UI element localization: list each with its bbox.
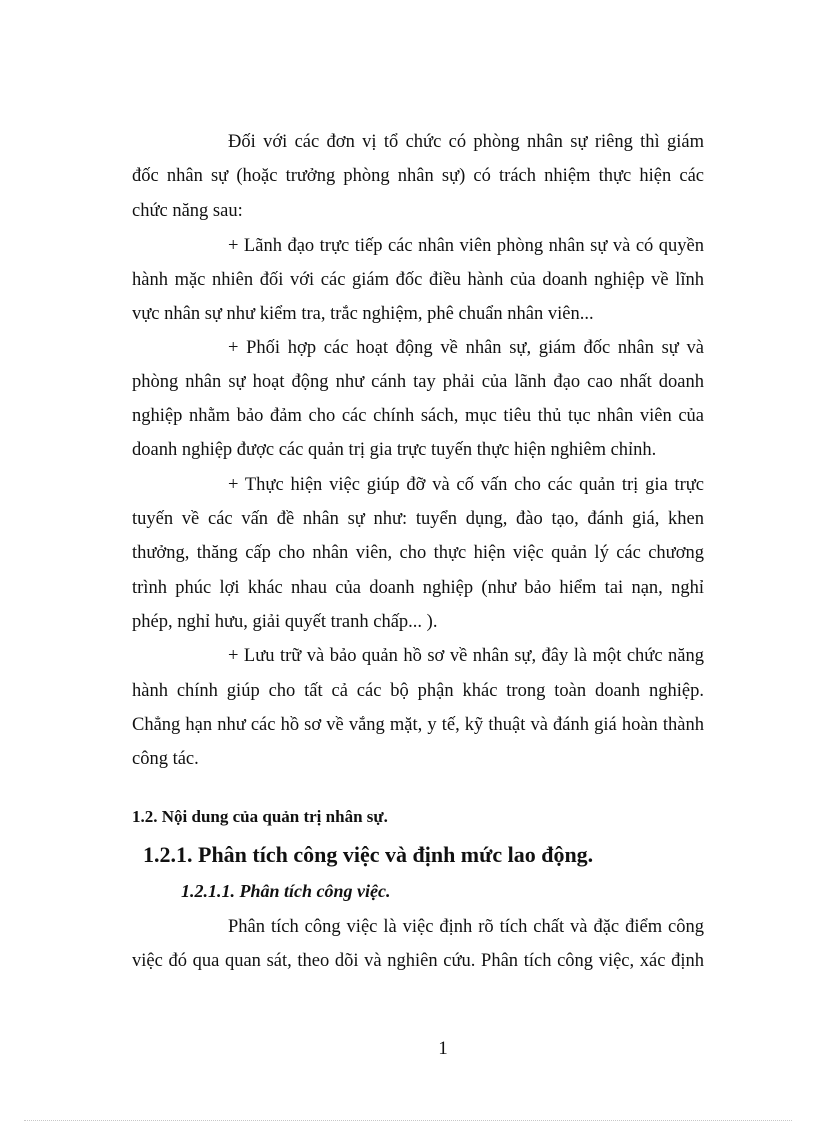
section-heading: 1.2. Nội dung của quản trị nhân sự. bbox=[132, 807, 388, 826]
text-line: tuyến về các vấn đề nhân sự như: tuyển dụng, đào tạo, đánh giá, khen bbox=[132, 509, 704, 529]
text-line: việc đó qua quan sát, theo dõi và nghiên cứu. Phân tích công việc, xác định bbox=[132, 951, 704, 971]
text-line: thưởng, thăng cấp cho nhân viên, cho thực hiện việc quản lý các chương bbox=[132, 543, 704, 563]
text-line: hành mặc nhiên đối với các giám đốc điều hành của doanh nghiệp về lĩnh bbox=[132, 270, 704, 290]
text-line: công tác. bbox=[132, 749, 199, 769]
page-number: 1 bbox=[438, 1038, 448, 1059]
text-line: vực nhân sự như kiểm tra, trắc nghiệm, phê chuẩn nhân viên... bbox=[132, 304, 594, 324]
text-line: chức năng sau: bbox=[132, 201, 243, 221]
text-line: + Thực hiện việc giúp đỡ và cố vấn cho các quản trị gia trực bbox=[228, 475, 704, 495]
text-line: trình phúc lợi khác nhau của doanh nghiệp (như bảo hiểm tai nạn, nghỉ bbox=[132, 578, 704, 598]
subsection-heading: 1.2.1. Phân tích công việc và định mức lao động. bbox=[143, 842, 594, 867]
text-line: + Phối hợp các hoạt động về nhân sự, giám đốc nhân sự và bbox=[228, 338, 704, 358]
text-line: đốc nhân sự (hoặc trưởng phòng nhân sự) có trách nhiệm thực hiện các bbox=[132, 166, 704, 186]
text-line: Đối với các đơn vị tổ chức có phòng nhân sự riêng thì giám bbox=[228, 132, 704, 152]
text-line: phép, nghỉ hưu, giải quyết tranh chấp... ). bbox=[132, 612, 438, 632]
text-line: phòng nhân sự hoạt động như cánh tay phải của lãnh đạo cao nhất doanh bbox=[132, 372, 704, 392]
text-line: Phân tích công việc là việc định rõ tích chất và đặc điểm công bbox=[228, 917, 704, 937]
text-line: hành chính giúp cho tất cả các bộ phận khác trong toàn doanh nghiệp. bbox=[132, 681, 704, 701]
text-line: Chẳng hạn như các hồ sơ về vắng mặt, y tế, kỹ thuật và đánh giá hoàn thành bbox=[132, 715, 704, 735]
subsubsection-heading: 1.2.1.1. Phân tích công việc. bbox=[181, 881, 391, 901]
text-line: doanh nghiệp được các quản trị gia trực tuyến thực hiện nghiêm chỉnh. bbox=[132, 440, 657, 460]
page-bottom-divider bbox=[24, 1120, 792, 1121]
text-line: + Lãnh đạo trực tiếp các nhân viên phòng nhân sự và có quyền bbox=[228, 236, 704, 256]
text-line: + Lưu trữ và bảo quản hồ sơ về nhân sự, đây là một chức năng bbox=[228, 646, 704, 666]
text-line: nghiệp nhằm bảo đảm cho các chính sách, mục tiêu thủ tục nhân viên của bbox=[132, 406, 704, 426]
